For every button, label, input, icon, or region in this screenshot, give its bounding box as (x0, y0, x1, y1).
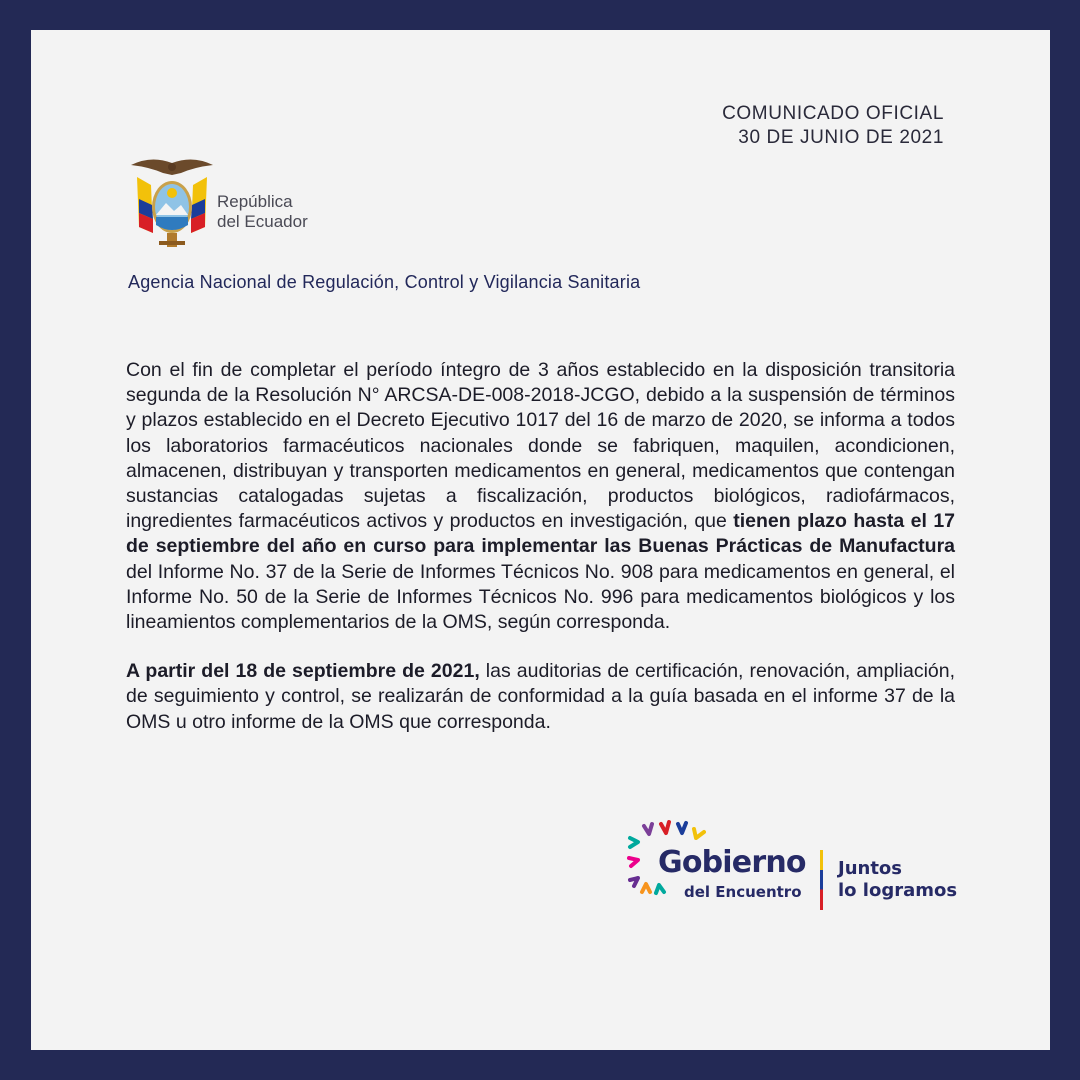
slogan: Juntos lo logramos (838, 858, 958, 901)
gobierno-encuentro-logo (626, 820, 966, 915)
document-page (31, 30, 1050, 1050)
ecuador-coat-of-arms-icon (129, 155, 215, 250)
official-header (722, 102, 944, 150)
encuentro-wordmark: del Encuentro (684, 883, 802, 901)
communique-date: 30 DE JUNIO DE 2021 (738, 127, 944, 148)
communique-body (126, 358, 955, 735)
republic-name: República del Ecuador (217, 192, 308, 231)
communique-label: COMUNICADO OFICIAL (722, 103, 944, 124)
paragraph-2: A partir del 18 de septiembre de 2021, las auditorias de certificación, renovación, ampliación, de seguimiento y control, se realizarán de conformidad a la guía basada en el informe 37 de la OMS u otro informe de la OMS que corresponda. (126, 660, 956, 733)
tricolor-divider (820, 850, 823, 910)
republica-ecuador-logo (129, 155, 369, 250)
gobierno-wordmark: Gobierno (658, 845, 806, 880)
deadline-highlight: tienen plazo hasta el 17 de septiembre del año en curso para implementar las Buenas Prácticas de Manufactura (126, 510, 956, 558)
paragraph-1: Con el fin de completar el período íntegro de 3 años establecido en la disposición transitoria segunda de la Resolución N° ARCSA-DE-008-2018-JCGO, debido a la suspensión de términos y plazos establecido en el Decreto Ejecutivo 1017 del 16 de marzo de 2020, se informa a todos los laboratorios farmacéuticos nacionales donde se fabriquen, maquilen, acondicionen, almacenen, distribuyan y transporten medicamentos en general, medicamentos que contengan sustancias catalogadas sujetas a fiscalización, productos biológicos, radiofármacos, ingredientes farmacéuticos activos y productos en investigación, que tienen plazo hasta el 17 de septiembre del año en curso para implementar las Buenas Prácticas de Manufactura del Informe No. 37 de la Serie de Informes Técnicos No. 908 para medicamentos en general, el Informe No. 50 de la Serie de Informes Técnicos No. 996 para medicamentos biológicos y los lineamientos complementarios de la OMS, según corresponda. (126, 359, 956, 634)
agency-name: Agencia Nacional de Regulación, Control y Vigilancia Sanitaria (128, 272, 641, 292)
start-date-highlight: A partir del 18 de septiembre de 2021, (126, 660, 480, 683)
